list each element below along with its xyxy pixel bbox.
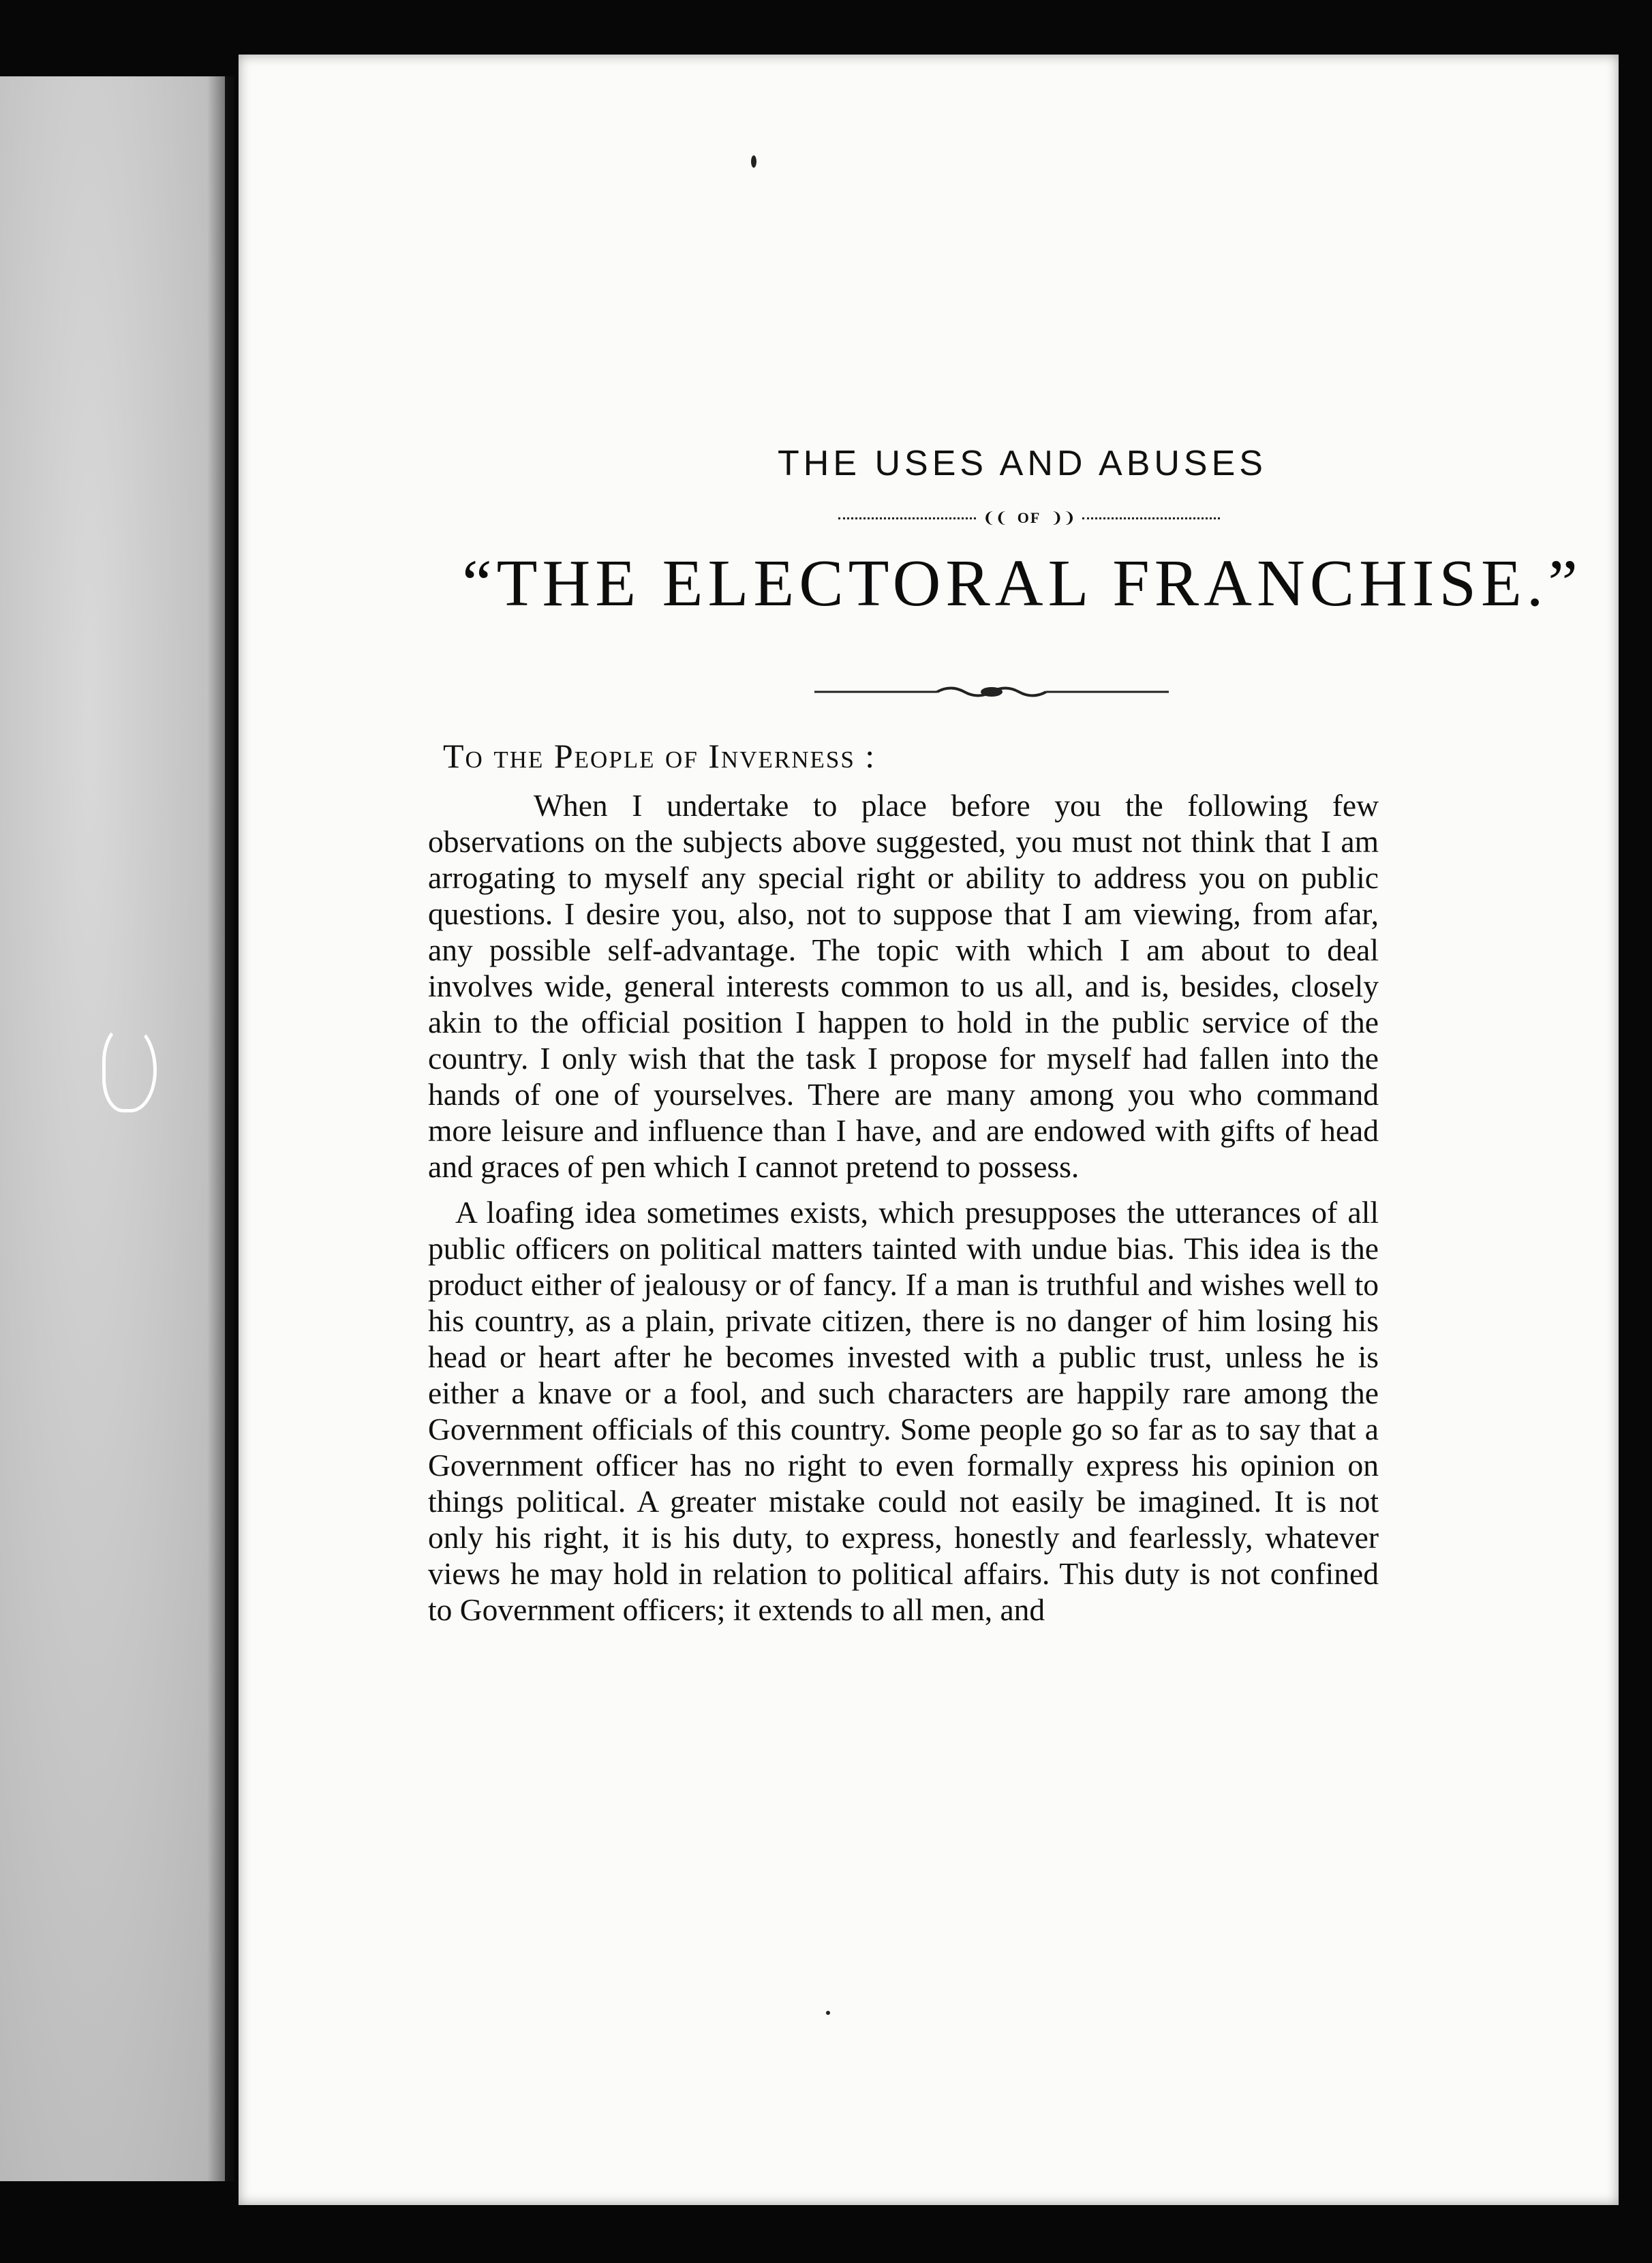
- ink-speck: [751, 155, 756, 168]
- ink-speck: [826, 2011, 830, 2015]
- heading-top: THE USES AND ABUSES: [778, 444, 1267, 483]
- paragraph: When I undertake to place before you the following few observations on the subjects above suggested, you must not think that I am arrogating to myself any special right or ability to address you on public questions. I desire you, also, not to suppose that I am viewing, from afar, any possible self-advantage. The topic with which I am about to deal involves wide, general interests common to us all, and is, besides, closely akin to the official position I happen to hold in the public service of the country. I only wish that the task I propose for myself had fallen into the hands of one of yourselves. There are many among you who command more leisure and influence than I have, and are endowed with gifts of head and graces of pen which I cannot pretend to possess.: [428, 788, 1379, 1184]
- flourish-divider: [814, 682, 1169, 702]
- paper-mark: [102, 1024, 157, 1112]
- salutation: To the People of Inverness :: [443, 737, 876, 775]
- rule-dash-right: [1082, 517, 1220, 519]
- ornament-right: ❩❩: [1050, 509, 1076, 526]
- body-text: [428, 787, 1379, 1637]
- ornament-left: ❨❨: [982, 509, 1008, 526]
- heading-of: OF: [1017, 509, 1041, 526]
- document-page: [239, 55, 1619, 2205]
- facing-page: [0, 76, 234, 2181]
- rule-dash-left: [838, 517, 976, 519]
- heading-main: “THE ELECTORAL FRANCHISE.”: [462, 547, 1582, 620]
- paragraph: A loafing idea sometimes exists, which presupposes the utterances of all public officers on political matters tainted with undue bias. This idea is the product either of jealousy or of fancy. If a man is truthful and wishes well to his country, as a plain, private citizen, there is no danger of him losing his head or heart after he becomes invested with a public trust, unless he is either a knave or a fool, and such characters are happily rare among the Government officials of this country. Some people go so far as to say that a Government officer has no right to even formally express his opinion on things political. A greater mistake could not easily be imagined. It is not only his right, it is his duty, to express, honestly and fearlessly, whatever views he may hold in relation to political affairs. This duty is not confined to Government officers; it extends to all men, and: [428, 1195, 1379, 1627]
- heading-of-rule: [838, 504, 1220, 532]
